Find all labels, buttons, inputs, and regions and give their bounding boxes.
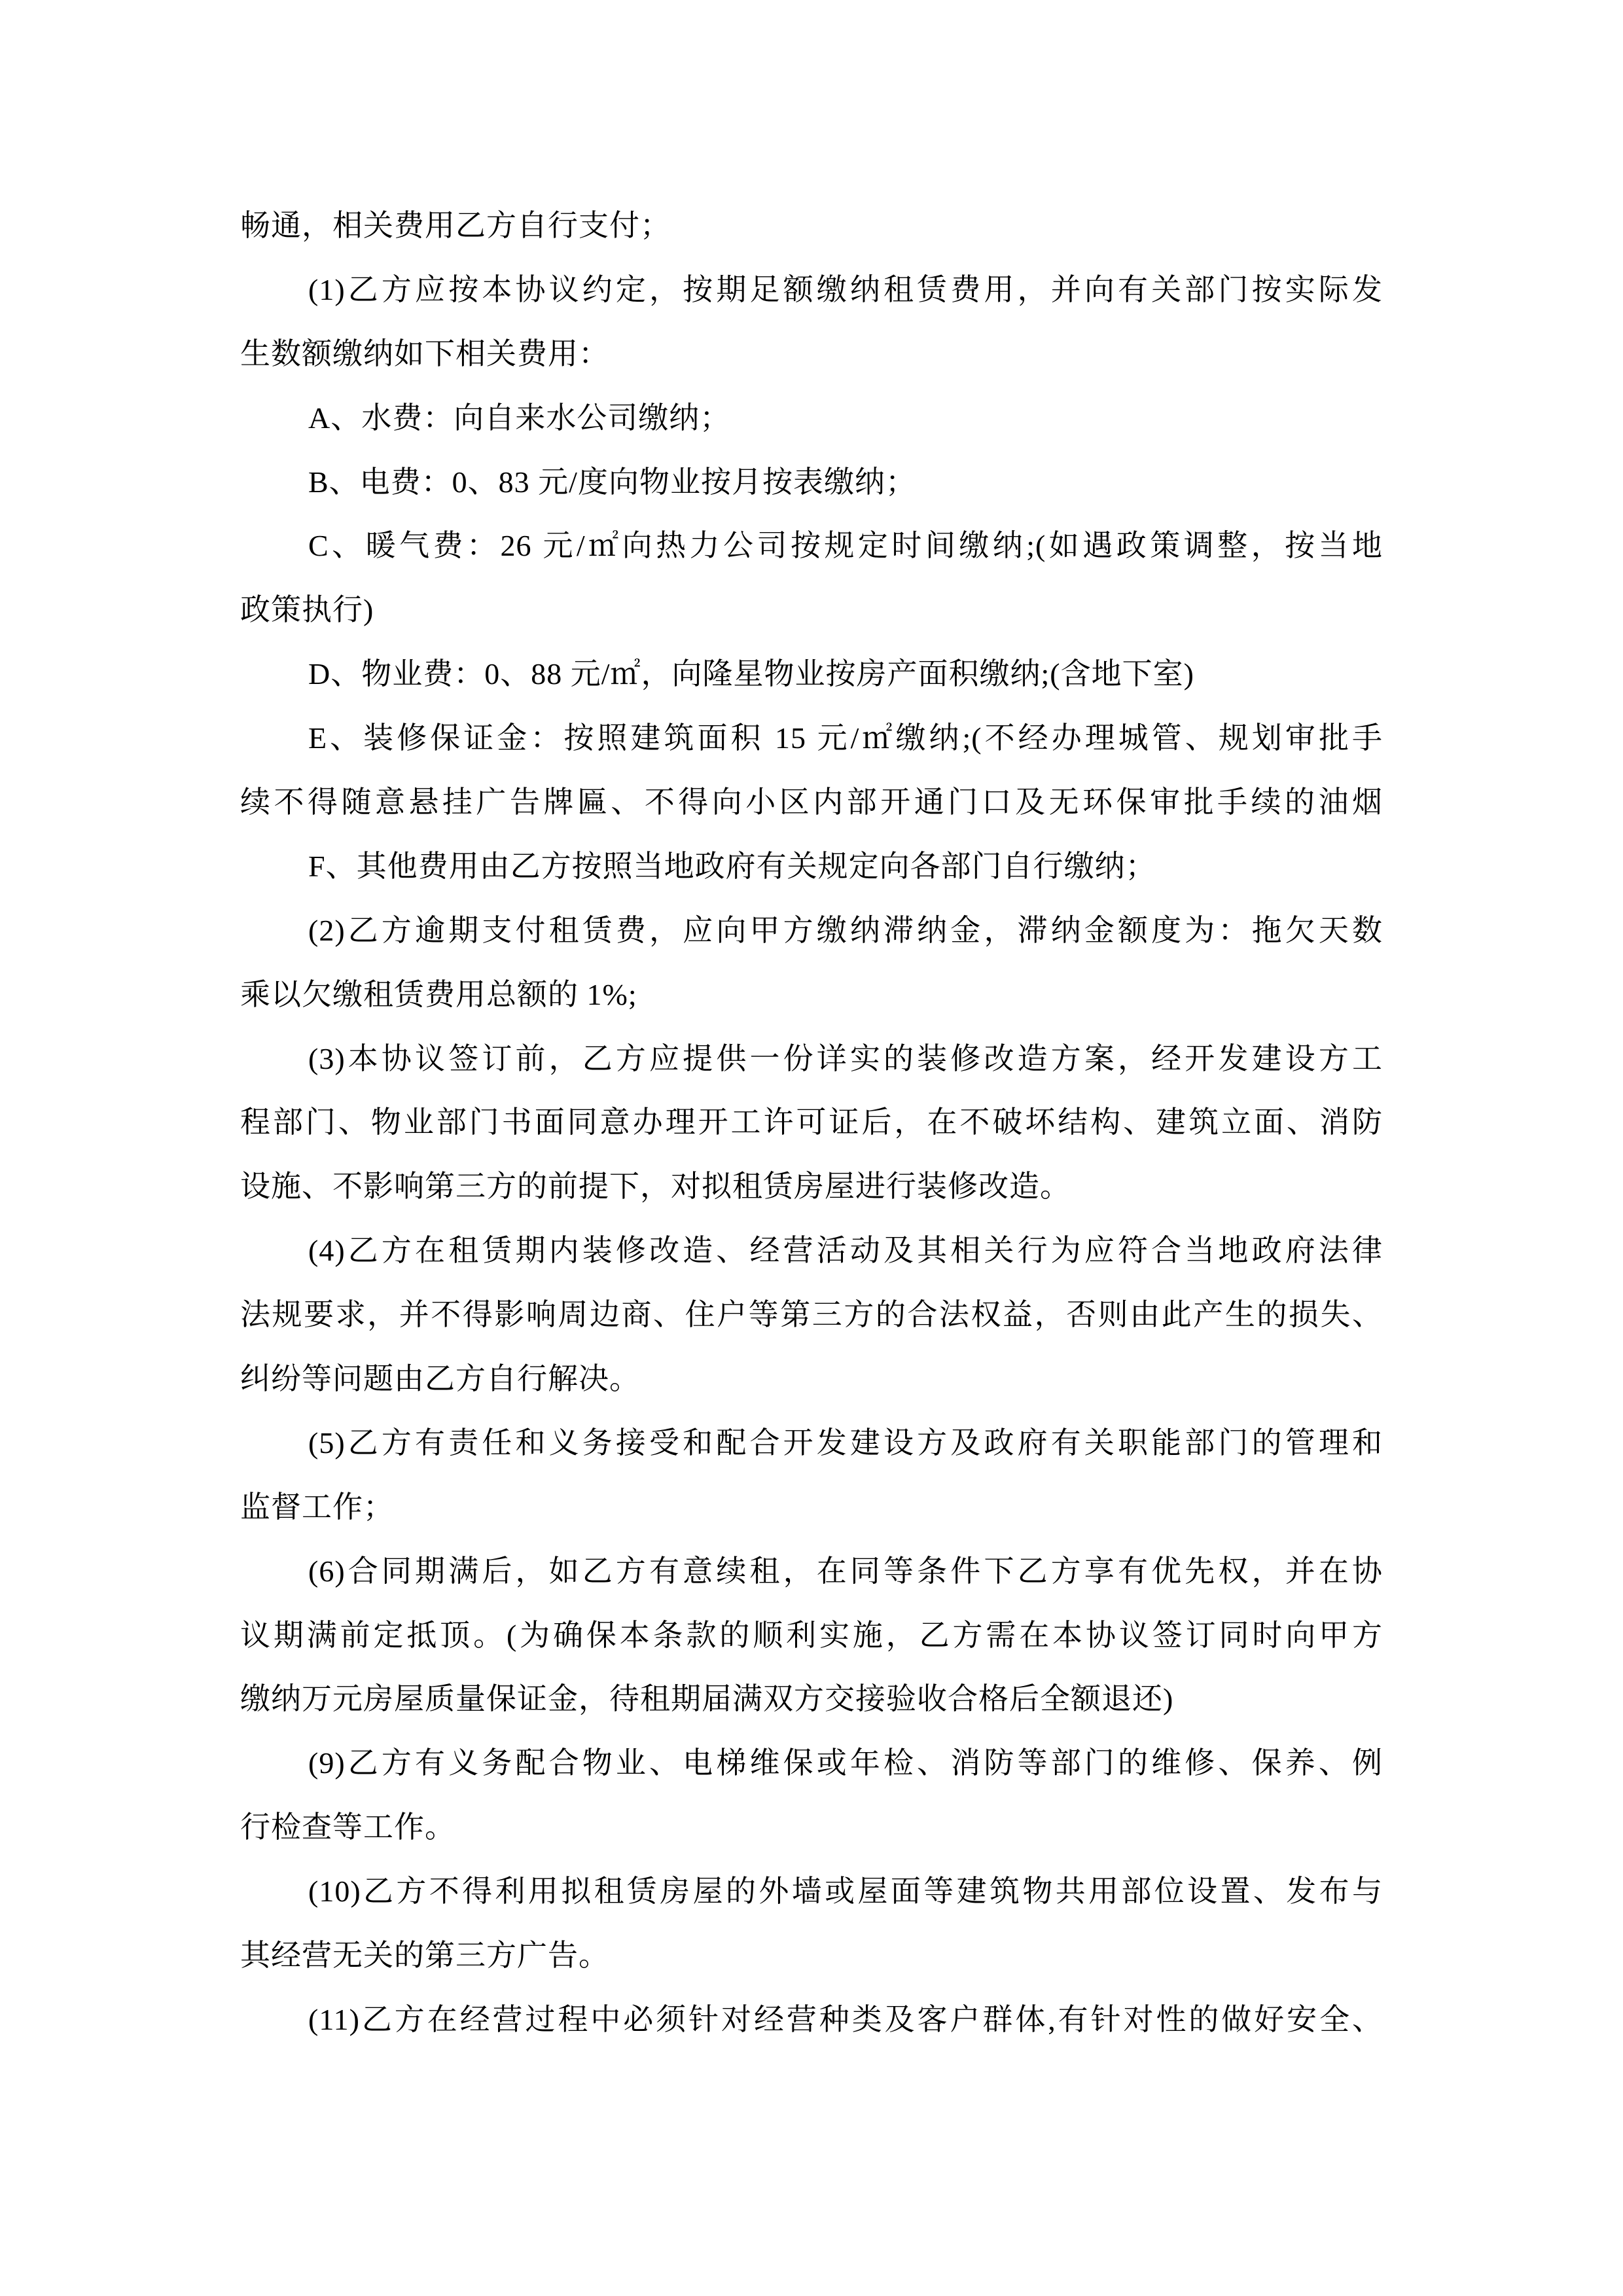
text-line: 政策执行)	[240, 593, 374, 627]
text-line: 生数额缴纳如下相关费用：	[240, 336, 609, 370]
text-line: B、电费：0、83 元/度向物业按月按表缴纳；	[308, 465, 916, 499]
text-line: (11)乙方在经营过程中必须针对经营种类及客户群体,有针对性的做好安全、	[308, 2002, 1383, 2036]
text-line: 行检查等工作。	[240, 1810, 455, 1844]
text-line: 设施、不影响第三方的前提下，对拟租赁房屋进行装修改造。	[240, 1170, 1071, 1204]
text-line: 畅通，相关费用乙方自行支付；	[240, 209, 671, 242]
text-line: (6)合同期满后，如乙方有意续租，在同等条件下乙方享有优先权，并在协	[308, 1554, 1383, 1588]
text-line: 其经营无关的第三方广告。	[240, 1939, 609, 1973]
text-line: C、暖气费：26 元/㎡向热力公司按规定时间缴纳;(如遇政策调整，按当地	[308, 529, 1383, 563]
contract-text-block	[240, 194, 1383, 2052]
text-line: 监督工作；	[240, 1490, 394, 1524]
text-line: 缴纳万元房屋质量保证金，待租期届满双方交接验收合格后全额退还)	[240, 1682, 1174, 1716]
text-line: 续不得随意悬挂广告牌匾、不得向小区内部开通门口及无环保审批手续的油烟	[240, 785, 1383, 819]
text-line: E、装修保证金：按照建筑面积 15 元/㎡缴纳;(不经办理城管、规划审批手	[308, 721, 1383, 755]
text-line: (1)乙方应按本协议约定，按期足额缴纳租赁费用，并向有关部门按实际发	[308, 272, 1383, 306]
text-line: 议期满前定抵顶。(为确保本条款的顺利实施，乙方需在本协议签订同时向甲方	[240, 1618, 1383, 1652]
text-line: 乘以欠缴租赁费用总额的 1%;	[240, 977, 637, 1011]
text-line: (5)乙方有责任和义务接受和配合开发建设方及政府有关职能部门的管理和	[308, 1426, 1383, 1460]
text-line: D、物业费：0、88 元/㎡，向隆星物业按房产面积缴纳;(含地下室)	[308, 657, 1194, 691]
text-line: (10)乙方不得利用拟租赁房屋的外墙或屋面等建筑物共用部位设置、发布与	[308, 1874, 1383, 1909]
text-line: (4)乙方在租赁期内装修改造、经营活动及其相关行为应符合当地政府法律	[308, 1234, 1383, 1268]
text-line: A、水费：向自来水公司缴纳；	[308, 401, 731, 435]
text-line: (9)乙方有义务配合物业、电梯维保或年检、消防等部门的维修、保养、例	[308, 1746, 1383, 1780]
text-line: 程部门、物业部门书面同意办理开工许可证后，在不破坏结构、建筑立面、消防	[240, 1105, 1383, 1139]
text-line: 法规要求，并不得影响周边商、住户等第三方的合法权益，否则由此产生的损失、	[240, 1298, 1383, 1332]
text-line: F、其他费用由乙方按照当地政府有关规定向各部门自行缴纳；	[308, 849, 1156, 883]
text-line: 纠纷等问题由乙方自行解决。	[240, 1362, 640, 1396]
text-line: (2)乙方逾期支付租赁费，应向甲方缴纳滞纳金，滞纳金额度为：拖欠天数	[308, 913, 1383, 947]
text-line: (3)本协议签订前，乙方应提供一份详实的装修改造方案，经开发建设方工	[308, 1041, 1383, 1075]
